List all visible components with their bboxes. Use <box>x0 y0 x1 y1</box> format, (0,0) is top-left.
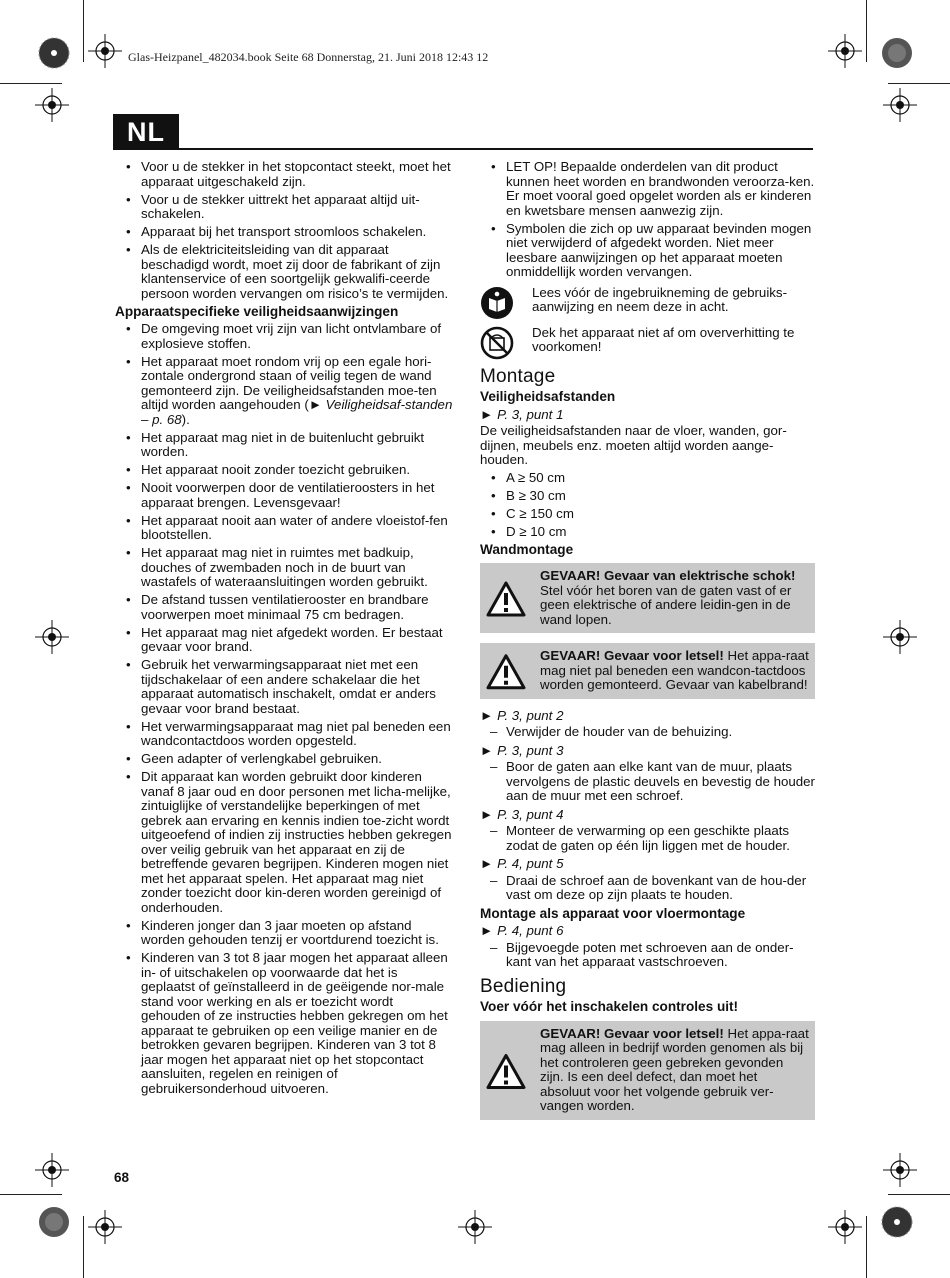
registration-mark-icon <box>35 1153 69 1187</box>
warning-box: GEVAAR! Gevaar van elektrische schok! Stel vóór het boren van de gaten vast of er geen elektrische of andere leidin-gen in de wand lopen. <box>480 563 815 633</box>
list-item <box>115 355 453 428</box>
registration-mark-icon <box>88 1210 122 1244</box>
registration-mark-icon <box>88 34 122 68</box>
list-item: • Het apparaat mag niet afgedekt worden. Er bestaat gevaar voor brand. <box>115 626 453 655</box>
symbol-read-manual <box>480 286 815 320</box>
warning-triangle-icon <box>486 571 526 627</box>
header-rule <box>113 148 813 150</box>
figure-reference: ► P. 3, punt 2 <box>480 707 564 723</box>
step-item: – Bijgevoegde poten met schroeven aan de onder-kant van het apparaat vastschroeven. <box>480 941 815 970</box>
cross-reference-link[interactable]: ► Veiligheidsaf-standen – p. 68 <box>141 397 453 427</box>
list-item: • LET OP! Bepaalde onderdelen van dit product kunnen heet worden en brandwonden veroorza-ken. Er moet vooral goed opgelet worden als er kinderen en kwetsbare mensen aanwezig zijn. <box>480 160 815 218</box>
figure-reference: ► P. 3, punt 4 <box>480 806 564 822</box>
step-item: – Draai de schroef aan de bovenkant van de hou-der vast om deze op zijn plaats te houden. <box>480 874 815 903</box>
color-wheel-mark-icon <box>881 1206 913 1238</box>
crop-mark <box>888 1194 950 1195</box>
registration-mark-icon <box>828 34 862 68</box>
color-wheel-mark-icon <box>38 37 70 69</box>
warning-triangle-icon <box>486 651 526 693</box>
list-item-text: ). <box>181 411 190 427</box>
safety-list <box>480 160 815 280</box>
step-list <box>480 760 815 804</box>
symbol-do-not-cover <box>480 326 815 360</box>
distance-list <box>480 471 815 540</box>
section-title-montage: Montage <box>480 365 556 387</box>
list-item: • Nooit voorwerpen door de ventilatieroosters in het apparaat brengen. Levensgevaar! <box>115 481 453 510</box>
subsection-heading: Voer vóór het inschakelen controles uit! <box>480 999 739 1014</box>
list-item: • Het apparaat nooit zonder toezicht gebruiken. <box>115 463 453 478</box>
step-item: – Boor de gaten aan elke kant van de muur, plaats vervolgens de plastic deuvels en bevestig de houder aan de muur met een schroef. <box>480 760 815 804</box>
step-list <box>480 941 815 970</box>
crop-mark <box>83 0 84 62</box>
registration-mark-icon <box>35 620 69 654</box>
list-item: • Als de elektriciteitsleiding van dit apparaat beschadigd wordt, moet zij door de fabrikant of zijn klantenservice of een soortgelijk gekwalifi-ceerde persoon worden vervangen om risico’s te vermijden. <box>115 243 453 301</box>
step-list <box>480 874 815 903</box>
list-item: • Apparaat bij het transport stroomloos schakelen. <box>115 225 453 240</box>
crop-mark <box>83 1216 84 1278</box>
subsection-heading: Wandmontage <box>480 541 574 557</box>
crop-mark <box>866 0 867 62</box>
page-number: 68 <box>114 1170 130 1185</box>
crop-mark <box>866 1216 867 1278</box>
step-list <box>480 824 815 853</box>
list-item: • A ≥ 50 cm <box>480 471 815 486</box>
device-safety-list <box>115 322 453 1096</box>
list-item: • Kinderen jonger dan 3 jaar moeten op afstand worden gehouden tenzij er voortdurend toezicht is. <box>115 919 453 948</box>
registration-mark-icon <box>35 88 69 122</box>
step-list <box>480 725 815 740</box>
list-item: • D ≥ 10 cm <box>480 525 815 540</box>
section-title-bediening: Bediening <box>480 975 567 997</box>
warning-triangle-icon <box>486 1029 526 1114</box>
list-item: • Kinderen van 3 tot 8 jaar mogen het apparaat alleen in- of uitschakelen op voorwaarde dat het is geplaatst of geïnstalleerd in de geëigende nor-male stand voor werking en als er toezicht wordt gehouden of ze instructies hebben gekregen om het apparaat te gebruiken op een veilige manier en de betrokken gevaren begrijpen. Kinderen van 3 tot 8 jaar mogen het apparaat niet op het stopcontact aansluiten, regelen en reinigen of gebruikersonderhoud uitvoeren. <box>115 951 453 1096</box>
list-item: • Het apparaat mag niet in de buitenlucht gebruikt worden. <box>115 431 453 460</box>
color-wheel-mark-icon <box>881 37 913 69</box>
list-item: • Het apparaat mag niet in ruimtes met badkuip, douches of zwembaden noch in de buurt van wastafels of wateraansluitingen worden gebruikt. <box>115 546 453 590</box>
language-badge: NL <box>113 114 179 150</box>
list-item: • Gebruik het verwarmingsapparaat niet met een tijdschakelaar of een andere schakelaar die het apparaat automatisch inschakelt, omdat er anders gevaar voor brand bestaat. <box>115 658 453 716</box>
read-manual-icon <box>480 286 514 320</box>
crop-mark <box>0 83 62 84</box>
arrow-right-icon: ► <box>480 856 494 871</box>
arrow-right-icon: ► <box>480 406 494 422</box>
symbol-text: Lees vóór de ingebruikneming de gebruiks-aanwijzing en neem deze in acht. <box>532 284 788 314</box>
registration-mark-icon <box>883 620 917 654</box>
figure-reference: ► P. 4, punt 6 <box>480 923 564 938</box>
list-item: • Het apparaat nooit aan water of andere vloeistof-fen blootstellen. <box>115 514 453 543</box>
figure-reference: ► P. 4, punt 5 <box>480 856 564 871</box>
list-item: • C ≥ 150 cm <box>480 507 815 522</box>
right-column <box>480 160 815 1130</box>
arrow-right-icon: ► <box>480 742 494 758</box>
list-item: • Het verwarmingsapparaat mag niet pal beneden een wandcontactdoos worden opgesteld. <box>115 720 453 749</box>
subsection-heading: Veiligheidsafstanden <box>480 389 616 404</box>
arrow-right-icon: ► <box>480 806 494 822</box>
do-not-cover-icon <box>480 326 514 360</box>
arrow-right-icon: ► <box>480 923 494 938</box>
subsection-heading: Montage als apparaat voor vloermontage <box>480 905 746 921</box>
list-item: • B ≥ 30 cm <box>480 489 815 504</box>
crop-mark <box>888 83 950 84</box>
symbol-text: Dek het apparaat niet af om oververhitting te voorkomen! <box>532 324 795 354</box>
list-item: • Voor u de stekker in het stopcontact steekt, moet het apparaat uitgeschakeld zijn. <box>115 160 453 189</box>
section-heading: Apparaatspecifieke veiligheidsaanwijzingen <box>115 303 399 319</box>
list-item: • Geen adapter of verlengkabel gebruiken. <box>115 752 453 767</box>
registration-mark-icon <box>458 1210 492 1244</box>
registration-mark-icon <box>883 88 917 122</box>
arrow-right-icon: ► <box>480 707 494 723</box>
registration-mark-icon <box>828 1210 862 1244</box>
warning-box: GEVAAR! Gevaar voor letsel! Het appa-raat mag alleen in bedrijf worden genomen als bij het controleren geen gebreken gevonden zijn. Is een deel defect, dan moet het absoluut voor het volgende gebruik ver-vangen worden. <box>480 1021 815 1120</box>
left-column <box>115 160 453 1100</box>
list-item: • De omgeving moet vrij zijn van licht ontvlambare of explosieve stoffen. <box>115 322 453 351</box>
list-item: • Dit apparaat kan worden gebruikt door kinderen vanaf 8 jaar oud en door personen met licha-melijke, zintuiglijke of verstandelijke beperkingen of met gebrek aan ervaring en kennis indien toe-zicht wordt uitgeoefend of indien zij instructies hebben gekregen over veilig gebruik van het apparaat en zij de betreffende gevaren begrijpen. Kinderen mogen niet met het apparaat spelen. Het apparaat mag niet zonder toezicht door kin-deren worden gereinigd of onderhouden. <box>115 770 453 915</box>
step-item: – Verwijder de houder van de behuizing. <box>480 725 815 740</box>
list-item: • De afstand tussen ventilatierooster en brandbare voorwerpen moet minimaal 75 cm bedragen. <box>115 593 453 622</box>
list-item: • Voor u de stekker uittrekt het apparaat altijd uit-schakelen. <box>115 193 453 222</box>
print-header: Glas-Heizpanel_482034.book Seite 68 Donnerstag, 21. Juni 2018 12:43 12 <box>128 50 489 64</box>
color-wheel-mark-icon <box>38 1206 70 1238</box>
registration-mark-icon <box>883 1153 917 1187</box>
figure-reference: ► P. 3, punt 3 <box>480 742 564 758</box>
warning-box: GEVAAR! Gevaar voor letsel! Het appa-raat mag niet pal beneden een wandcon-tactdoos worden gemonteerd. Gevaar van kabelbrand! <box>480 643 815 699</box>
step-item: – Monteer de verwarming op een geschikte plaats zodat de gaten op één lijn liggen met de houder. <box>480 824 815 853</box>
list-item-text: Het apparaat moet rondom vrij op een egale hori-zontale ondergrond staan of veilig tegen de wand gemonteerd zijn. De veiligheidsafstanden moe-ten altijd worden aangehouden ( <box>141 353 437 412</box>
list-item: • Symbolen die zich op uw apparaat bevinden mogen niet verwijderd of afgedekt worden. Niet meer leesbare aanwijzingen op het apparaat moeten onmiddellijk worden vervangen. <box>480 222 815 280</box>
paragraph: De veiligheidsafstanden naar de vloer, wanden, gor-dijnen, meubels enz. moeten altijd worden aange-houden. <box>480 423 787 467</box>
safety-list <box>115 160 453 301</box>
crop-mark <box>0 1194 62 1195</box>
figure-reference: ► P. 3, punt 1 <box>480 406 564 422</box>
